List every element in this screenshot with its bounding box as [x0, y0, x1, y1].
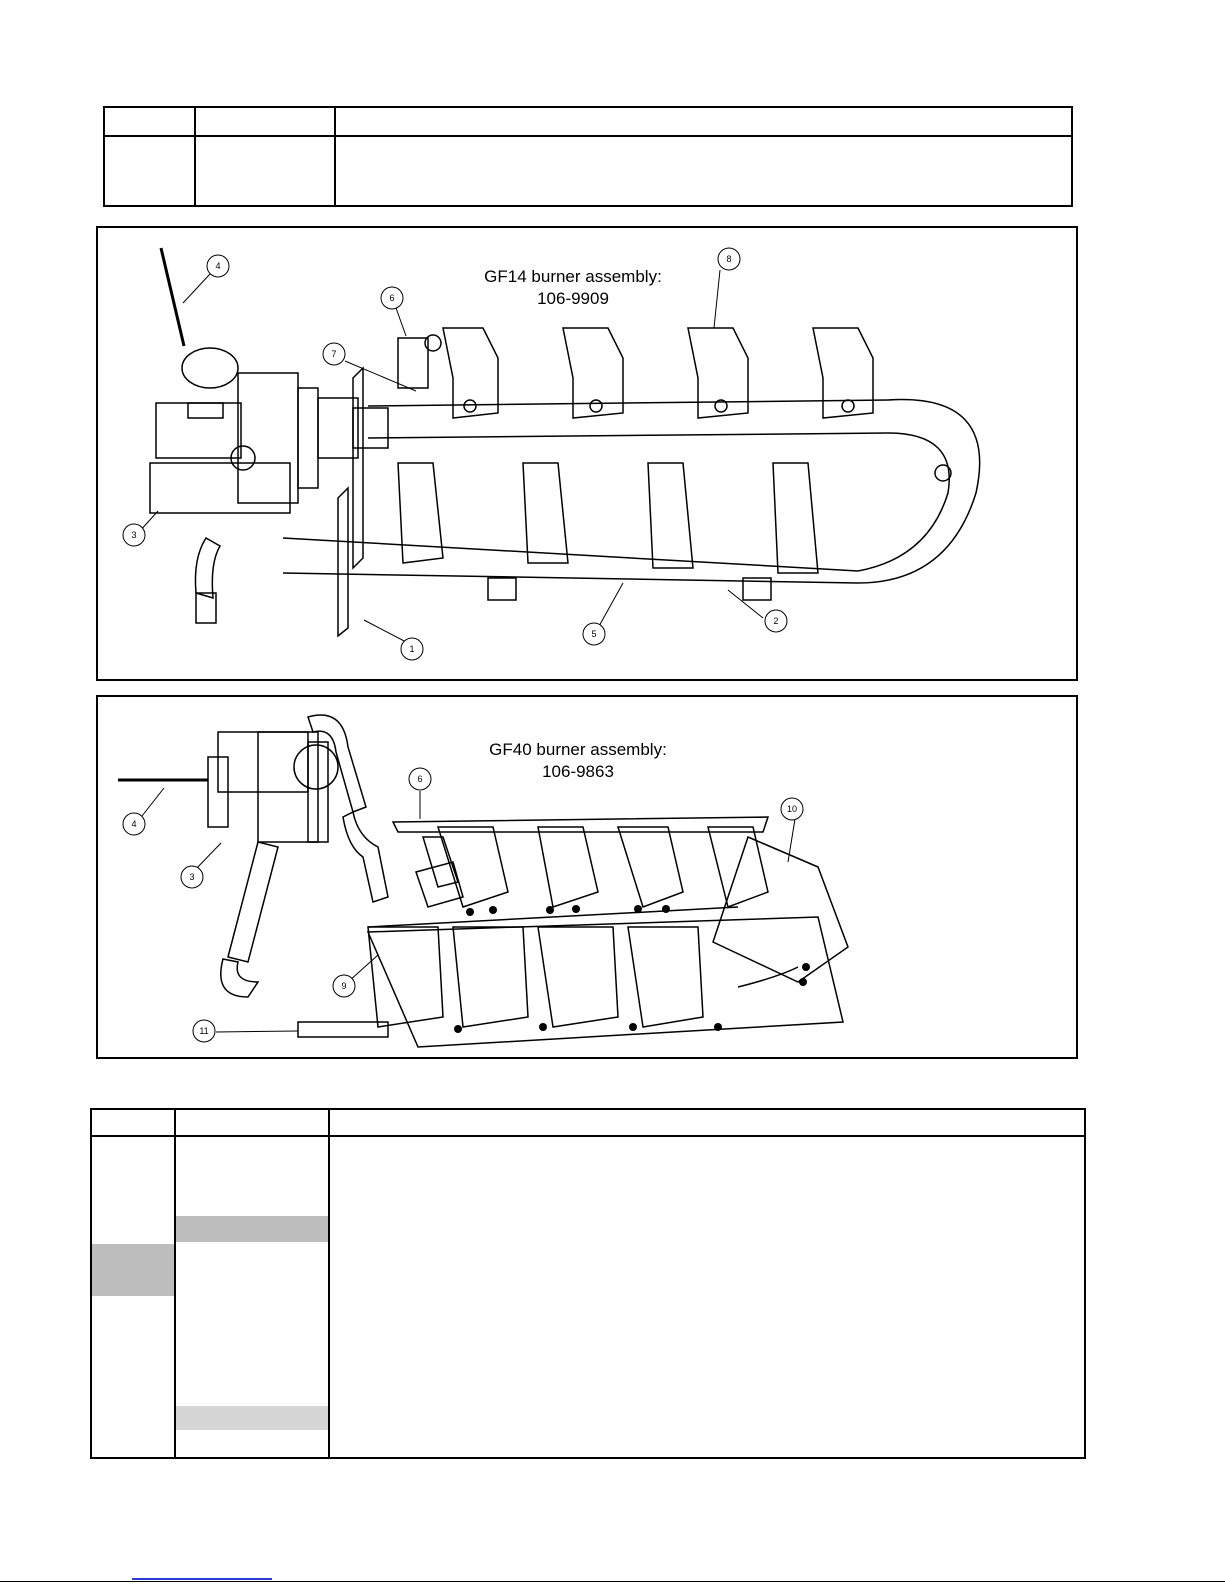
header-divider	[105, 135, 1071, 137]
column-divider	[194, 108, 196, 205]
shaded-cell	[176, 1216, 330, 1242]
figure-title-line1: GF40 burner assembly:	[489, 740, 667, 759]
figure-title-line2: 106-9909	[537, 289, 609, 308]
column-divider	[174, 1110, 176, 1457]
callout-5: 5	[591, 629, 597, 639]
gf14-assembly-figure	[96, 226, 1078, 681]
figure-title-line2: 106-9863	[542, 762, 614, 781]
column-divider	[328, 1110, 330, 1457]
top-parts-table	[103, 106, 1073, 207]
gf40-assembly-figure	[96, 695, 1078, 1059]
figure-title-line1: GF14 burner assembly:	[484, 267, 662, 286]
callout-8: 8	[726, 254, 732, 264]
callout-9: 9	[341, 981, 347, 991]
callout-4: 4	[131, 819, 137, 829]
column-divider	[334, 108, 336, 205]
callout-6: 6	[389, 293, 395, 303]
callout-10: 10	[786, 804, 798, 814]
footer-link-underline[interactable]	[132, 1578, 272, 1580]
bottom-parts-table	[90, 1108, 1086, 1459]
callout-1: 1	[409, 644, 415, 654]
footer-rule	[0, 1581, 1225, 1582]
callout-4: 4	[215, 261, 221, 271]
callout-6: 6	[417, 774, 423, 784]
callout-3: 3	[131, 530, 137, 540]
gf40-burner-drawing	[98, 697, 1080, 1061]
shaded-cell	[92, 1244, 174, 1296]
shaded-cell	[176, 1406, 330, 1430]
callout-2: 2	[773, 616, 779, 626]
gf14-burner-drawing	[98, 228, 1080, 683]
callout-11: 11	[199, 1026, 209, 1036]
callout-3: 3	[189, 872, 195, 882]
gf14-callouts	[123, 248, 787, 660]
callout-7: 7	[331, 349, 337, 359]
header-divider	[92, 1135, 1084, 1137]
